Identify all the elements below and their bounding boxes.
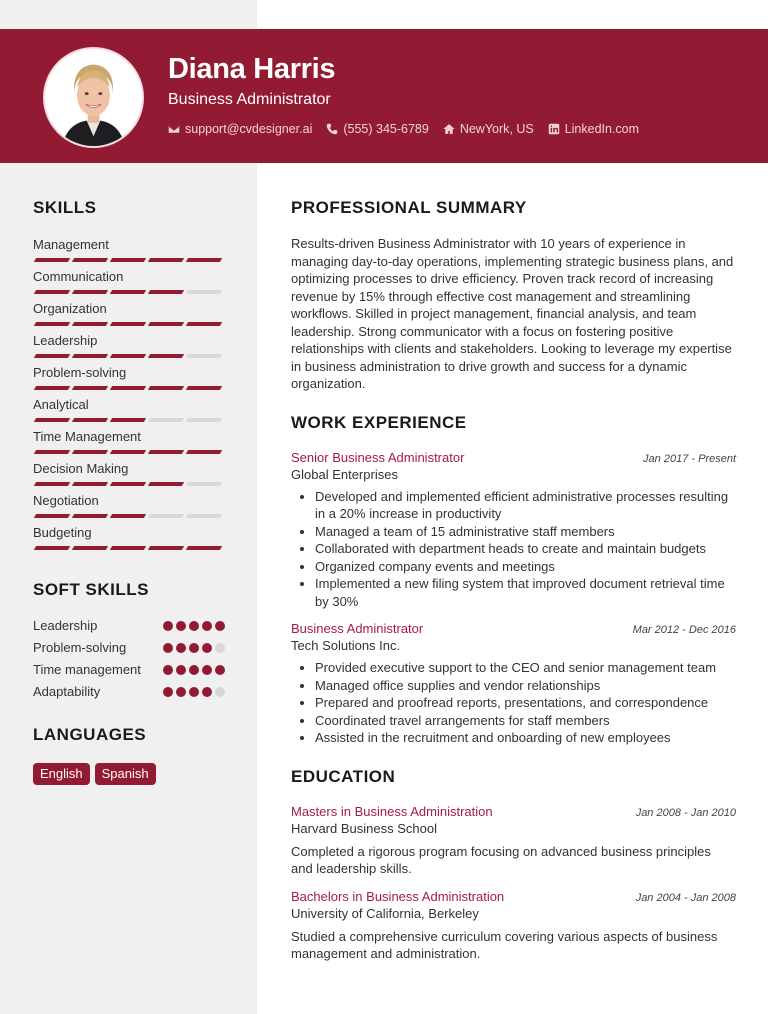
summary-section — [291, 198, 736, 393]
job-role: Business Administrator — [291, 621, 424, 636]
soft-skill-label: Time management — [33, 662, 141, 677]
job-dates: Mar 2012 - Dec 2016 — [632, 624, 736, 636]
soft-skill-rating — [163, 643, 225, 653]
soft-skill-label: Leadership — [33, 618, 98, 633]
bar-segment-filled — [72, 354, 108, 358]
responsibility-item: • Collaborated with department heads to create and maintain budgets — [315, 540, 736, 558]
bar-segment-filled — [72, 546, 108, 550]
contact-location-text: NewYork, US — [459, 122, 534, 136]
contact-linkedin-text: LinkedIn.com — [564, 122, 640, 136]
rating-dot-filled — [163, 643, 173, 653]
education-entry — [291, 889, 736, 963]
rating-dot-filled — [189, 621, 199, 631]
soft-skills-section — [33, 580, 225, 701]
skill-label: Analytical — [33, 397, 89, 412]
bar-segment-filled — [186, 386, 222, 390]
bar-segment-filled — [34, 418, 70, 422]
skills-list — [33, 237, 225, 557]
bar-segment-filled — [34, 258, 70, 262]
skill-label: Decision Making — [33, 461, 129, 476]
experience-entry — [291, 621, 736, 747]
rating-dot-filled — [202, 665, 212, 675]
contact-list — [168, 122, 639, 136]
bar-segment-filled — [34, 514, 70, 518]
bar-segment-filled — [186, 450, 222, 454]
soft-skill-rating — [163, 665, 225, 675]
skill-label: Negotiation — [33, 493, 99, 508]
degree-name: Bachelors in Business Administration — [291, 888, 505, 904]
bar-segment-filled — [148, 546, 184, 550]
bar-segment-filled — [110, 418, 146, 422]
bar-segment-filled — [110, 322, 146, 326]
bar-segment-filled — [34, 386, 70, 390]
bar-segment-empty — [186, 354, 222, 358]
soft-skills-list — [33, 617, 225, 701]
bar-segment-filled — [72, 450, 108, 454]
rating-dot-filled — [163, 687, 173, 697]
skill-item — [33, 525, 225, 557]
soft-skill-rating — [163, 687, 225, 697]
skill-item — [33, 397, 225, 429]
responsibility-item: • Managed office supplies and vendor relationships — [315, 677, 736, 695]
experience-section — [291, 413, 736, 747]
skill-level-bar — [33, 546, 225, 550]
bar-segment-filled — [110, 546, 146, 550]
bar-segment-filled — [148, 450, 184, 454]
bar-segment-empty — [186, 514, 222, 518]
rating-dot-filled — [176, 665, 186, 675]
bar-segment-filled — [34, 450, 70, 454]
bar-segment-filled — [110, 290, 146, 294]
rating-dot-filled — [176, 687, 186, 697]
rating-dot-filled — [189, 643, 199, 653]
rating-dot-filled — [189, 687, 199, 697]
soft-skill-item — [33, 661, 225, 679]
soft-skill-item — [33, 617, 225, 635]
contact-linkedin[interactable] — [548, 122, 639, 136]
bar-segment-filled — [110, 450, 146, 454]
rating-dot-empty — [215, 687, 225, 697]
skill-level-bar — [33, 322, 225, 326]
envelope-icon — [168, 123, 180, 135]
experience-list — [291, 450, 736, 747]
entry-header — [291, 621, 736, 636]
education-description: Completed a rigorous program focusing on advanced business principles and leadership skills. — [291, 843, 711, 876]
candidate-title: Business Administrator — [168, 91, 331, 108]
soft-skill-label: Adaptability — [33, 684, 101, 699]
company-name: Global Enterprises — [291, 466, 398, 482]
bar-segment-empty — [186, 418, 222, 422]
bar-segment-filled — [72, 514, 108, 518]
education-list — [291, 804, 736, 963]
skill-item — [33, 429, 225, 461]
languages-heading: LANGUAGES — [33, 725, 147, 744]
experience-heading: WORK EXPERIENCE — [291, 412, 467, 432]
language-badge: English — [33, 763, 90, 785]
skill-item — [33, 333, 225, 365]
soft-skill-label: Problem-solving — [33, 640, 127, 655]
education-heading: EDUCATION — [291, 766, 396, 786]
experience-entry — [291, 450, 736, 611]
bar-segment-filled — [148, 290, 184, 294]
contact-location — [443, 122, 534, 136]
bar-segment-filled — [110, 354, 146, 358]
rating-dot-filled — [163, 665, 173, 675]
contact-email[interactable] — [168, 122, 312, 136]
languages-list — [33, 763, 225, 785]
bar-segment-filled — [186, 546, 222, 550]
job-dates: Jan 2017 - Present — [643, 452, 736, 465]
rating-dot-filled — [176, 643, 186, 653]
bar-segment-filled — [72, 322, 108, 326]
skill-label: Leadership — [33, 333, 98, 348]
bar-segment-filled — [72, 482, 108, 486]
rating-dot-filled — [189, 665, 199, 675]
skill-level-bar — [33, 482, 225, 486]
bar-segment-filled — [72, 290, 108, 294]
profile-photo-icon — [45, 49, 142, 146]
skill-label: Time Management — [33, 429, 141, 444]
skills-heading: SKILLS — [33, 198, 97, 217]
responsibility-item: • Assisted in the recruitment and onboarding of new employees — [315, 729, 736, 747]
linkedin-icon — [548, 123, 560, 135]
school-name: University of California, Berkeley — [291, 905, 479, 921]
language-badge: Spanish — [95, 763, 156, 785]
contact-phone[interactable] — [326, 122, 428, 136]
avatar — [43, 47, 144, 148]
responsibility-item: • Prepared and proofread reports, presentations, and correspondence — [315, 694, 736, 712]
bar-segment-filled — [186, 258, 222, 262]
candidate-name: Diana Harris — [168, 53, 336, 85]
responsibility-item: • Managed a team of 15 administrative staff members — [315, 523, 736, 541]
responsibility-item: • Provided executive support to the CEO and senior management team — [315, 659, 736, 677]
rating-dot-filled — [215, 665, 225, 675]
bar-segment-filled — [110, 482, 146, 486]
bar-segment-filled — [72, 386, 108, 390]
bar-segment-filled — [34, 322, 70, 326]
languages-section — [33, 725, 225, 785]
skill-level-bar — [33, 418, 225, 422]
skill-label: Problem-solving — [33, 365, 127, 380]
education-description: Studied a comprehensive curriculum covering various aspects of business management and administration. — [291, 928, 718, 961]
bar-segment-filled — [148, 386, 184, 390]
bar-segment-filled — [72, 258, 108, 262]
contact-phone-text: (555) 345-6789 — [343, 122, 429, 136]
bar-segment-filled — [148, 482, 184, 486]
skill-item — [33, 237, 225, 269]
degree-name: Masters in Business Administration — [291, 803, 493, 819]
skill-label: Organization — [33, 301, 107, 316]
rating-dot-filled — [215, 621, 225, 631]
education-dates: Jan 2004 - Jan 2008 — [635, 891, 736, 904]
skill-level-bar — [33, 514, 225, 518]
rating-dot-empty — [215, 643, 225, 653]
soft-skills-heading: SOFT SKILLS — [33, 580, 149, 599]
rating-dot-filled — [202, 687, 212, 697]
education-entry — [291, 804, 736, 878]
bar-segment-empty — [186, 290, 222, 294]
summary-text: Results-driven Business Administrator with 10 years of experience in managing day-to-day operations, implementing strategic business plans, and optimizing processes to drive efficiency. Proven track record of increasing revenue by 15% through effective cost management and streamlining workflows. Skilled in project management, financial analysis, and team leadership. Strong communicator with a focus on fostering positive relationships with clients and stakeholders. Looking to leverage my expertise in business administration to drive growth and success for a dynamic organization. — [291, 236, 734, 391]
contact-email-text: support@cvdesigner.ai — [185, 122, 313, 136]
bar-segment-filled — [110, 258, 146, 262]
bar-segment-filled — [148, 258, 184, 262]
skill-level-bar — [33, 354, 225, 358]
school-name: Harvard Business School — [291, 820, 437, 836]
soft-skill-item — [33, 639, 225, 657]
entry-header — [291, 450, 736, 465]
rating-dot-filled — [202, 621, 212, 631]
rating-dot-filled — [163, 621, 173, 631]
home-icon — [443, 123, 455, 135]
summary-heading: PROFESSIONAL SUMMARY — [291, 198, 527, 217]
bar-segment-filled — [110, 514, 146, 518]
skill-label: Budgeting — [33, 525, 92, 540]
skill-item — [33, 365, 225, 397]
sidebar — [33, 198, 225, 785]
education-section — [291, 767, 736, 963]
entry-header — [291, 889, 736, 904]
skill-level-bar — [33, 258, 225, 262]
skill-label: Communication — [33, 269, 124, 284]
responsibility-list — [291, 488, 736, 611]
bar-segment-filled — [34, 290, 70, 294]
skill-item — [33, 493, 225, 525]
bar-segment-empty — [148, 514, 184, 518]
main-content — [291, 198, 736, 963]
responsibility-item: • Coordinated travel arrangements for staff members — [315, 712, 736, 730]
skill-item — [33, 301, 225, 333]
entry-header — [291, 804, 736, 819]
skill-level-bar — [33, 386, 225, 390]
rating-dot-filled — [202, 643, 212, 653]
job-role: Senior Business Administrator — [291, 449, 465, 465]
education-dates: Jan 2008 - Jan 2010 — [635, 806, 736, 819]
responsibility-item: • Implemented a new filing system that improved document retrieval time by 30% — [315, 575, 736, 610]
bar-segment-filled — [34, 354, 70, 358]
bar-segment-filled — [34, 546, 70, 550]
bar-segment-filled — [110, 386, 146, 390]
soft-skill-rating — [163, 621, 225, 631]
responsibility-list — [291, 659, 736, 747]
phone-icon — [326, 123, 338, 135]
bar-segment-filled — [148, 322, 184, 326]
skill-level-bar — [33, 450, 225, 454]
skill-label: Management — [33, 237, 109, 252]
skill-level-bar — [33, 290, 225, 294]
responsibility-item: • Organized company events and meetings — [315, 558, 736, 576]
bar-segment-filled — [148, 354, 184, 358]
bar-segment-filled — [186, 322, 222, 326]
bar-segment-empty — [148, 418, 184, 422]
skill-item — [33, 269, 225, 301]
soft-skill-item — [33, 683, 225, 701]
rating-dot-filled — [176, 621, 186, 631]
responsibility-item: • Developed and implemented efficient administrative processes resulting in a 20% increase in productivity — [315, 488, 736, 523]
company-name: Tech Solutions Inc. — [291, 638, 401, 653]
bar-segment-filled — [34, 482, 70, 486]
skill-item — [33, 461, 225, 493]
bar-segment-empty — [186, 482, 222, 486]
bar-segment-filled — [72, 418, 108, 422]
